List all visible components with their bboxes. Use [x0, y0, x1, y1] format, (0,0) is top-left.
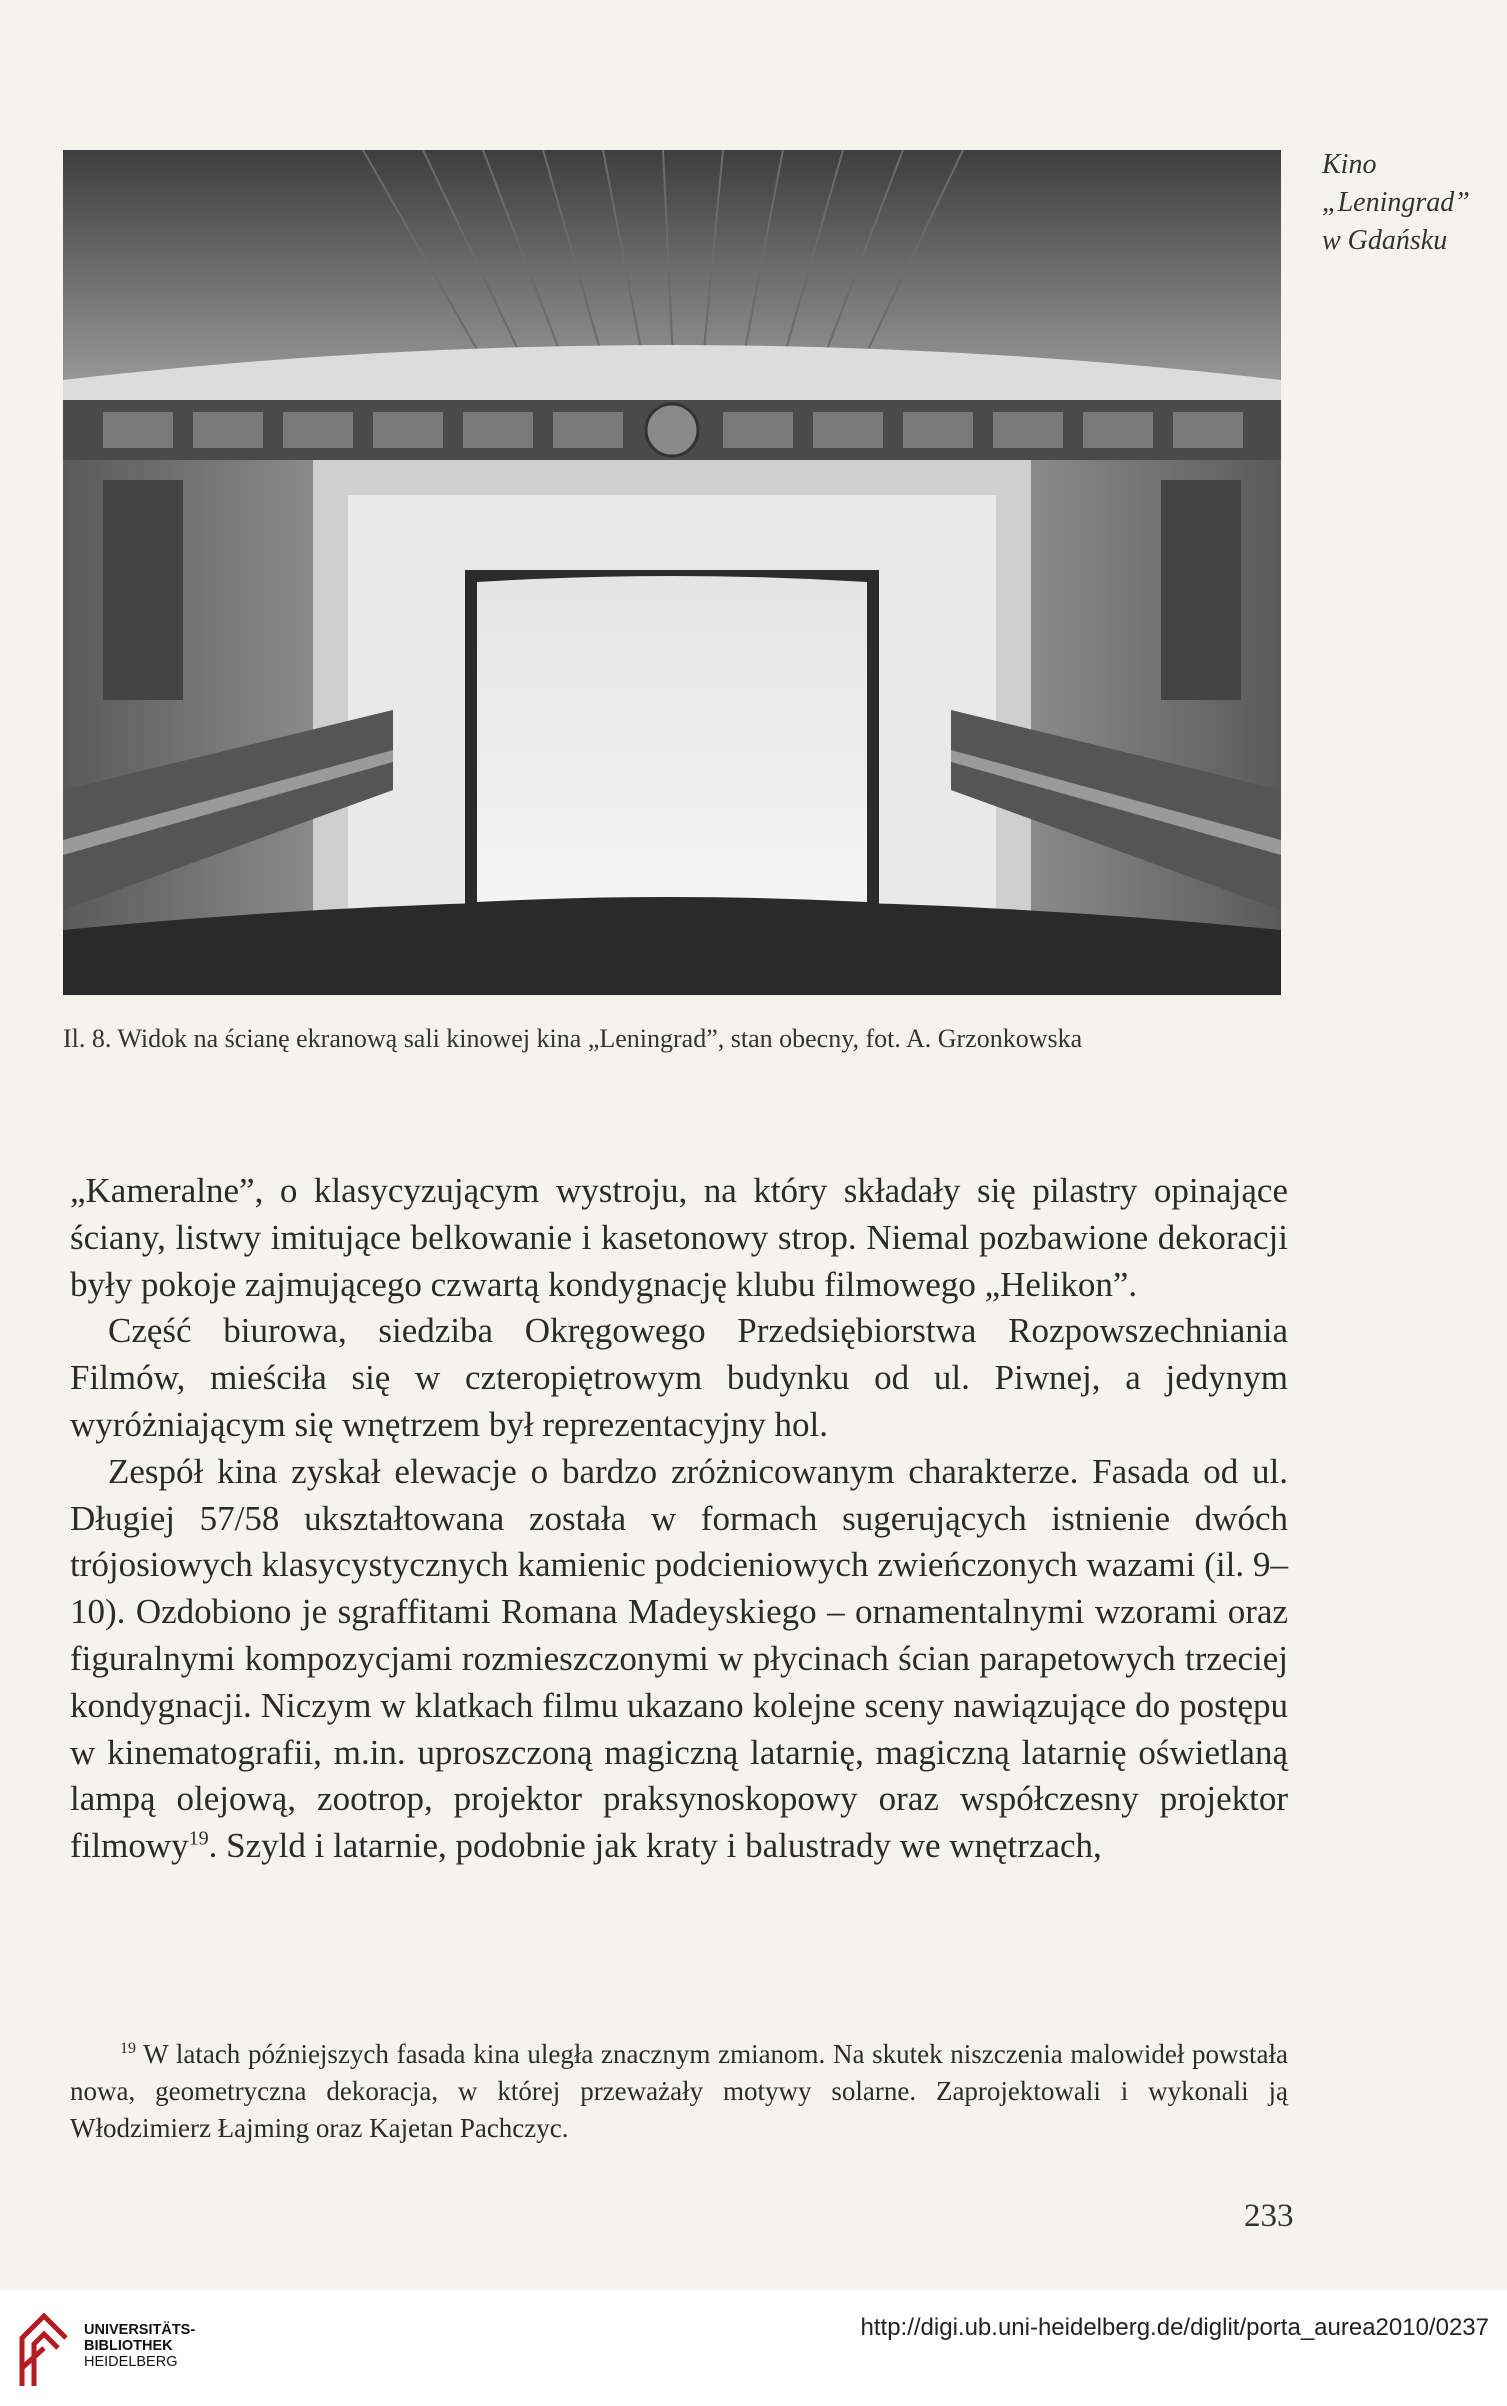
- paragraph: „Kameralne”, o klasycyzującym wystroju, na który składały się pilastry opinające ściany, listwy imitujące belkowanie i kasetonowy strop. Niemal pozbawione dekoracji były pokoje zajmującego czwartą kondygnację klubu filmowego „Helikon”.: [70, 1171, 1288, 1304]
- cinema-hall-photo: [63, 150, 1281, 995]
- footnote-number: 19: [120, 2040, 136, 2057]
- paragraph-text: . Szyld i latarnie, podobnie jak kraty i balustrady we wnętrzach,: [208, 1826, 1102, 1866]
- body-text: [70, 1168, 1288, 1870]
- paragraph: Część biurowa, siedziba Okręgowego Przedsiębiorstwa Rozpowszechniania Filmów, mieściła się w czteropiętrowym budynku od ul. Piwnej, a jedynym wyróżniającym się wnętrzem był reprezentacyjny hol.: [70, 1311, 1288, 1444]
- library-logo-text: [84, 2322, 195, 2370]
- source-url-link[interactable]: http://digi.ub.uni-heidelberg.de/diglit/porta_aurea2010/0237: [860, 2314, 1489, 2341]
- footnote: [70, 2036, 1288, 2147]
- paragraph-text: Zespół kina zyskał elewacje o bardzo zróżnicowanym charakterze. Fasada od ul. Długiej 57/58 ukształtowana została w formach sugerujących istnienie dwóch trójosiowych klasycystycznych kamienic podcieniowych zwieńczonych wazami (il. 9–10). Ozdobiono je sgraffitami Romana Madeyskiego – ornamentalnymi wzorami oraz figuralnymi kompozycjami rozmieszczonymi w płycinach ścian parapetowych trzeciej kondygnacji. Niczym w klatkach filmu ukazano kolejne sceny nawiązujące do postępu w kinematografii, m.in. uproszczoną magiczną latarnię, magiczną latarnię oświetlaną lampą olejową, zootrop, projektor praksynoskopowy oraz współczesny projektor filmowy: [70, 1451, 1288, 1866]
- logo-line: BIBLIOTHEK: [84, 2338, 173, 2354]
- page-number: 233: [1244, 2198, 1294, 2234]
- screen-wall-photo-icon: [63, 150, 1281, 995]
- side-caption-line: w Gdańsku: [1322, 225, 1448, 256]
- library-logo-icon[interactable]: [14, 2308, 72, 2388]
- logo-line: HEIDELBERG: [84, 2354, 178, 2370]
- paragraph: [70, 1449, 1288, 1870]
- side-caption-line: Kino: [1322, 149, 1377, 180]
- figure-caption: Il. 8. Widok na ścianę ekranową sali kinowej kina „Leningrad”, stan obecny, fot. A. Grzonkowska: [63, 1024, 1083, 1053]
- logo-line: UNIVERSITÄTS-: [84, 2322, 196, 2338]
- footnote-reference[interactable]: 19: [188, 1827, 209, 1850]
- footer-bar: [0, 2290, 1507, 2406]
- side-caption: [1322, 146, 1492, 260]
- side-caption-line: „Leningrad”: [1322, 187, 1470, 218]
- footnote-body: W latach późniejszych fasada kina uległa znacznym zmianom. Na skutek niszczenia malowideł powstała nowa, geometryczna dekoracja, w której przeważały motywy solarne. Zaprojektowali i wykonali ją Włodzimierz Łajming oraz Kajetan Pachczyc.: [70, 2039, 1288, 2143]
- footnote-text: [70, 2036, 1288, 2147]
